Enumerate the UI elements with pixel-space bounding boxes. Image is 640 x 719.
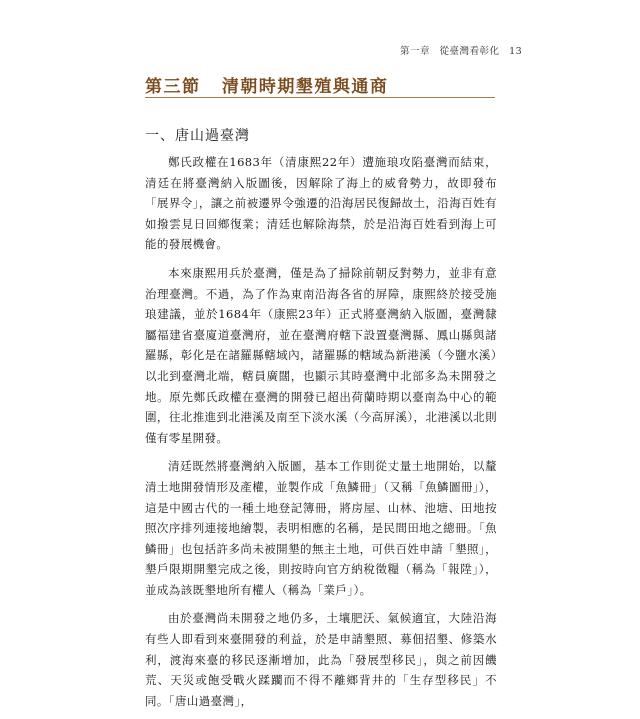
section-heading: [145, 72, 388, 97]
page-number: 13: [509, 46, 523, 57]
chapter-title: 從臺灣看彰化: [439, 46, 500, 57]
paragraph: 鄭氏政權在1683年（清康熙22年）遭施琅攻陷臺灣而結束，清廷在將臺灣納入版圖後，因解除了海上的威脅勢力，故即發布「展界令」，讓之前被遷界令強遷的沿海居民復歸故土，沿海百姓有如撥雲見日回鄉復業；清廷也解除海禁，於是沿海百姓看到海上可能的發展機會。: [145, 155, 497, 252]
paragraph: 由於臺灣尚未開發之地仍多，土壤肥沃、氣候適宜，大陸沿海有些人即看到來臺開發的利益，於是申請墾照、募佃招墾、修築水利，渡海來臺的移民逐漸增加，此為「發展型移民」，與之前因饑荒、天災或飽受戰火蹂躪而不得不離鄉背井的「生存型移民」不同。「唐山過臺灣」，: [145, 611, 497, 708]
paragraph: 清廷既然將臺灣納入版圖，基本工作則從丈量土地開始，以釐清土地開發情形及產權，並製作成「魚鱗冊」（又稱「魚鱗圖冊」），這是中國古代的一種土地登記簿冊，將房屋、山林、池塘、田地按照次序排列連接地繪製，表明相應的名稱，是民間田地之總冊。「魚鱗冊」也包括許多尚未被開墾的無主土地，可供百姓申請「墾照」，墾戶限期開墾完成之後，則按時向官方納稅徵糧（稱為「報陞」），並成為該既墾地所有權人（稱為「業戶」）。: [145, 459, 497, 597]
paragraph: 本來康熙用兵於臺灣，僅是為了掃除前朝反對勢力，並非有意治理臺灣。不過，為了作為東南沿海各省的屏障，康熙終於接受施琅建議，並於1684年（康熙23年）正式將臺灣納入版圖，臺灣隸屬福建省臺廈道臺灣府，並在臺灣府轄下設置臺灣縣、鳳山縣與諸羅縣，彰化是在諸羅縣轄域內，諸羅縣的轄域為新港溪（今鹽水溪）以北到臺灣北端，轄員廣闊，也顯示其時臺灣中北部多為未開發之地。原先鄭氏政權在臺灣的開發已超出荷蘭時期以臺南為中心的範圍，往北推進到北港溪及南至下淡水溪（今高屏溪），北港溪以北則僅有零星開發。: [145, 265, 497, 445]
section-title: 清朝時期墾殖與通商: [221, 77, 389, 97]
section-divider: [145, 97, 495, 98]
chapter-number: 第一章: [400, 46, 431, 57]
body-text: [145, 152, 497, 719]
section-number: 第三節: [145, 77, 201, 97]
subsection-heading: 一、唐山過臺灣: [145, 128, 250, 144]
running-head: [400, 43, 580, 57]
